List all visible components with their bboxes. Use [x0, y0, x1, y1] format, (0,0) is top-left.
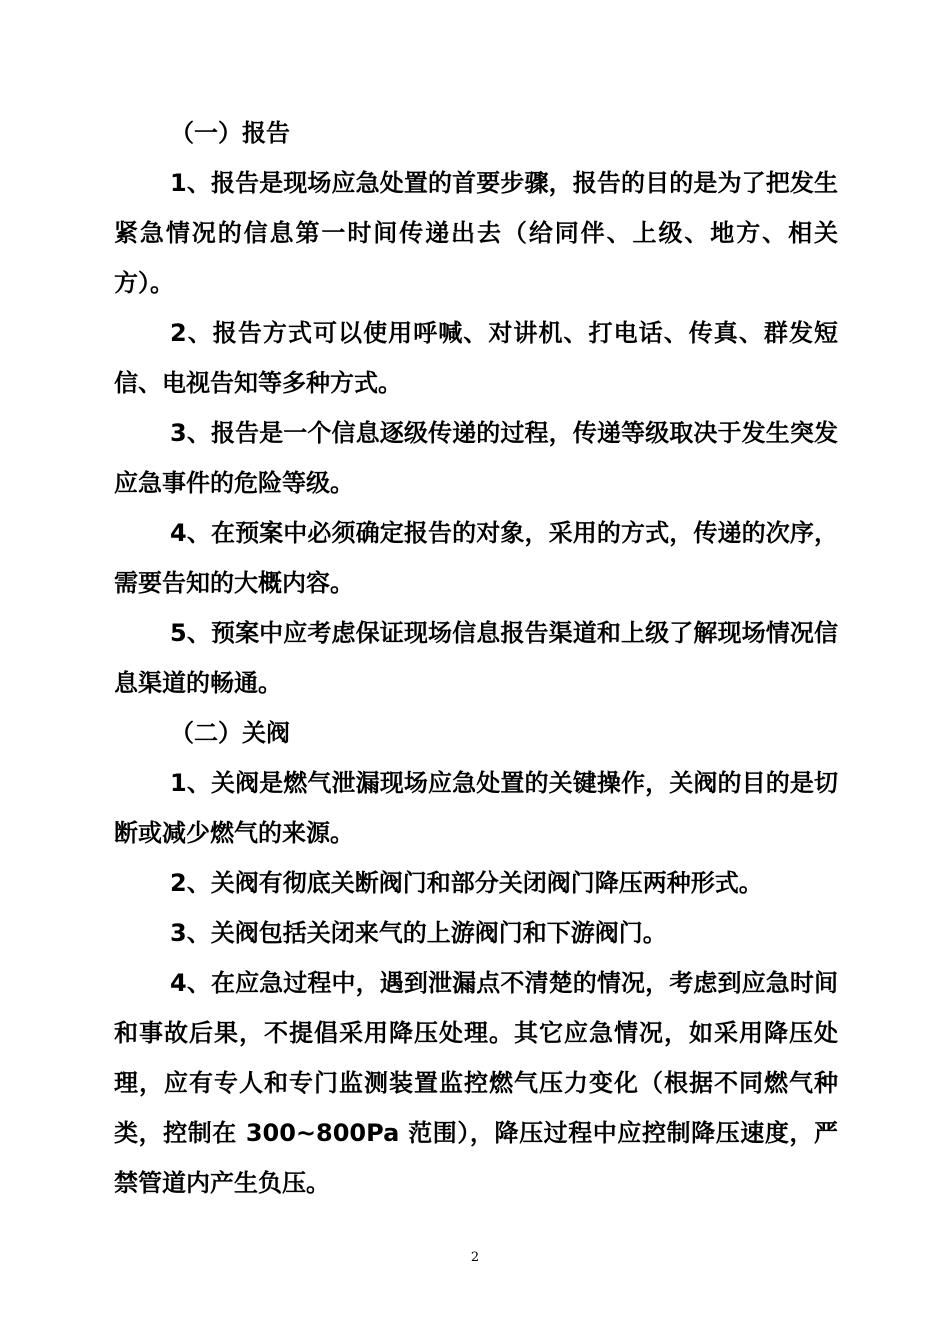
- page-number: 2: [470, 1250, 480, 1265]
- valve-item-4: 4、在应急过程中，遇到泄漏点不清楚的情况，考虑到应急时间和事故后果，不提倡采用降压处理。其它应急情况，如采用降压处理，应有专人和专门监测装置监控燃气压力变化（根据不同燃气种类，控制在 300~800Pa 范围），降压过程中应控制降压速度，严禁管道内产生负压。: [114, 969, 838, 1197]
- document-body: [114, 108, 838, 1208]
- valve-item-3: 3、关阀包括关闭来气的上游阀门和下游阀门。: [170, 919, 667, 947]
- report-item-1: 1、报告是现场应急处置的首要步骤，报告的目的是为了把发生紧急情况的信息第一时间传递出去（给同伴、上级、地方、相关方）。: [114, 169, 838, 297]
- report-item-2: 2、报告方式可以使用呼喊、对讲机、打电话、传真、群发短信、电视告知等多种方式。: [114, 319, 838, 397]
- report-item-3: 3、报告是一个信息逐级传递的过程，传递等级取决于发生突发应急事件的危险等级。: [114, 419, 838, 497]
- valve-item-1: 1、关阀是燃气泄漏现场应急处置的关键操作，关阀的目的是切断或减少燃气的来源。: [114, 769, 838, 847]
- section-heading-valve: （二）关阀: [170, 719, 290, 747]
- report-item-4: 4、在预案中必须确定报告的对象，采用的方式，传递的次序，需要告知的大概内容。: [114, 519, 838, 597]
- section-heading-report: （一）报告: [170, 119, 290, 147]
- report-item-5: 5、预案中应考虑保证现场信息报告渠道和上级了解现场情况信息渠道的畅通。: [114, 619, 838, 697]
- valve-item-2: 2、关阀有彻底关断阀门和部分关闭阀门降压两种形式。: [170, 869, 763, 897]
